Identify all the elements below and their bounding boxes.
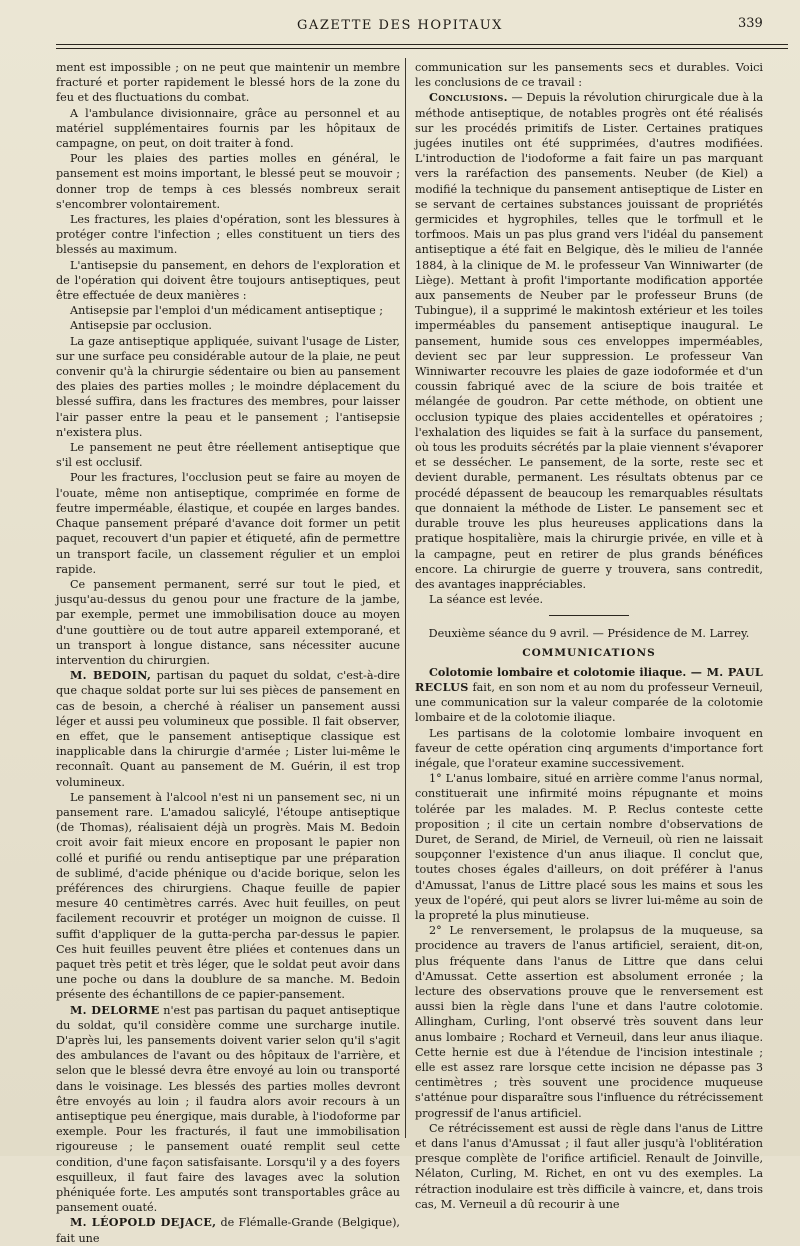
paragraph: Pour les fractures, l'occlusion peut se faire au moyen de l'ouate, même non antiseptique, comprimée en forme de feutre imperméable, élastique, et coupée en larges bandes. Chaque pansement préparé d'avance doit former un petit paquet, recouvert d'un papier et étiqueté, afin de permettre un transport facile, un classement régulier et un emploi rapide. bbox=[56, 471, 400, 576]
paragraph-colotomie: Colotomie lombaire et colotomie iliaque. — M. PAUL RECLUS fait, en son nom et au nom du professeur Verneuil, une communication sur la valeur comparée de la colotomie lombaire et de la colotomie iliaque. bbox=[415, 664, 763, 725]
paragraph: Le pansement ne peut être réellement antiseptique que s'il est occlusif. bbox=[56, 441, 400, 470]
header-rule-double bbox=[56, 48, 788, 49]
paragraph: Pour les plaies des parties molles en général, le pansement est moins important, le blessé peut se mouvoir ; donner trop de temps à ces blessés nombreux serait s'encombrer volontairement. bbox=[56, 152, 400, 211]
article-title: Colotomie lombaire et colotomie iliaque. bbox=[429, 664, 687, 679]
header-rule bbox=[56, 44, 788, 45]
paragraph-dejace: M. LÉOPOLD DEJACE, de Flémalle-Grande (Belgique), fait une bbox=[56, 1215, 400, 1245]
paragraph: A l'ambulance divisionnaire, grâce au personnel et au matériel supplémentaires fournis par les hôpitaux de campagne, on peut, on doit traiter à fond. bbox=[56, 106, 400, 151]
paragraph: Ce pansement permanent, serré sur tout le pied, et jusqu'au-dessus du genou pour une fracture de la jambe, par exemple, permet une immobilisation douce au moyen d'une gouttière ou de tout autre appareil extemporané, et un transport à longue distance, sans nécessiter aucune intervention du chirurgien. bbox=[56, 577, 400, 667]
column-divider bbox=[405, 58, 406, 1138]
paragraph: Antisepsie par occlusion. bbox=[70, 319, 212, 333]
seance-levee: La séance est levée. bbox=[429, 593, 544, 607]
paragraph: Le pansement à l'alcool n'est ni un pansement sec, ni un pansement rare. L'amadou salicylé, l'étoupe antiseptique (de Thomas), réalisaient déjà un progrès. Mais M. Bedoin croit avoir fait mieux encore en proposant le papier non collé et purifié ou rendu antiseptique par une préparation de sublimé, d'acide phénique ou d'acide borique, selon les préférences des chirurgiens. Chaque feuille de papier mesure 40 centimètres carrés. Avec huit feuilles, on peut facilement recouvrir et protéger un moignon de cuisse. Il suffit d'appliquer de la gutta-percha par-dessus le papier. Ces huit feuilles peuvent être pliées et contenues dans un paquet très petit et très léger, que le soldat peut avoir dans une poche ou dans la doublure de sa manche. M. Bedoin présente des échantillons de ce papier-pansement. bbox=[56, 790, 400, 1002]
paragraph-delorme: M. DELORME n'est pas partisan du paquet antiseptique du soldat, qu'il considère comme une surcharge inutile. D'après lui, les pansements doivent varier selon qu'il s'agit des ambulances de l'avant ou des hôpitaux de l'arrière, et selon que le blessé devra être envoyé au loin ou transporté dans le voisinage. Les blessés des parties molles devront être envoyés au loin ; il faudra alors avoir recours à un antiseptique peu énergique, mais durable, à l'iodoforme par exemple. Pour les fracturés, il faut une immobilisation rigoureuse ; le pansement ouaté remplit seul cette condition, d'une façon satisfaisante. Lorsqu'il y a des foyers esquilleux, il faut faire des lavages avec la solution phéniquée forte. Les amputés sont transportables grâce au pansement ouaté. bbox=[56, 1002, 400, 1215]
conclusions-label: Conclusions. bbox=[429, 90, 508, 105]
paragraph: 2° Le renversement, le prolapsus de la muqueuse, sa procidence au travers de l'anus artificiel, seraient, dit-on, plus fréquente dans l'anus de Littre que dans celui d'Amussat. Cette assertion est absolument erronée ; la lecture des observations prouve que le renversement est aussi bien la règle dans l'une et dans l'autre colotomie. Allingham, Curling, l'ont observé très souvent dans leur anus lombaire ; Rochard et Verneuil, dans leur anus iliaque. Cette hernie est due à l'étendue de l'incision intestinale ; elle est assez rare lorsque cette incision ne dépasse pas 3 centimètres ; très souvent une procidence muqueuse s'atténue pour disparaître sous l'influence du rétrécissement progressif de l'anus artificiel. bbox=[415, 924, 763, 1120]
paragraph: Ce rétrécissement est aussi de règle dans l'anus de Littre et dans l'anus d'Amussat ; il faut aller jusqu'à l'oblitération presque complète de l'orifice artificiel. Renault de Joinville, Nélaton, Curling, M. Richet, en ont vu des exemples. La rétraction inodulaire est très difficile à vaincre, et, dans trois cas, M. Verneuil a dû recourir à une bbox=[415, 1121, 763, 1211]
paragraph: Les partisans de la colotomie lombaire invoquent en faveur de cette opération cinq arguments d'importance fort inégale, que l'orateur examine successivement. bbox=[415, 726, 763, 770]
communications-heading: COMMUNICATIONS bbox=[522, 646, 656, 659]
section-divider bbox=[549, 615, 629, 616]
paragraph: ment est impossible ; on ne peut que maintenir un membre fracturé et porter rapidement le blessé hors de la zone du feu et des fluctuations du combat. bbox=[56, 61, 400, 105]
paragraph: La gaze antiseptique appliquée, suivant l'usage de Lister, sur une surface peu considérable autour de la plaie, ne peut convenir qu'à la chirurgie sédentaire ou bien au pansement des plaies des parties molles ; le moindre déplacement du blessé suffira, dans les fractures des membres, pour laisser l'air passer entre la peau et le pansement ; l'antisepsie n'existera plus. bbox=[56, 334, 400, 439]
page-number: 339 bbox=[738, 16, 763, 31]
speaker-name: — M. PAUL RECLUS bbox=[415, 664, 763, 694]
speaker-name: M. DELORME bbox=[70, 1002, 160, 1017]
speaker-name: M. LÉOPOLD DEJACE, bbox=[70, 1215, 217, 1230]
page-header-title: GAZETTE DES HOPITAUX bbox=[297, 18, 503, 33]
right-column bbox=[415, 60, 763, 1212]
paragraph: communication sur les pansements secs et durables. Voici les conclusions de ce travail : bbox=[415, 61, 763, 90]
paragraph-bedoin: M. BEDOIN, partisan du paquet du soldat, c'est-à-dire que chaque soldat porte sur lui ses pièces de pansement en cas de besoin, a cherché à réaliser un pansement aussi léger et aussi peu volumineux que possible. Il fait observer, en effet, que le pansement antiseptique classique est inapplicable dans la chirurgie d'armée ; Lister lui-même le reconnaît. Quant au pansement de M. Guérin, il est trop volumineux. bbox=[56, 668, 400, 789]
left-column bbox=[56, 60, 400, 1246]
second-session-heading: Deuxième séance du 9 avril. — Présidence de M. Larrey. bbox=[428, 627, 750, 641]
paragraph: L'antisepsie du pansement, en dehors de l'exploration et de l'opération qui doivent être toujours antiseptiques, peut être effectuée de deux manières : bbox=[56, 258, 400, 303]
paragraph: 1° L'anus lombaire, situé en arrière comme l'anus normal, constituerait une infirmité moins répugnante et moins tolérée par les malades. M. P. Reclus conteste cette proposition ; il cite un certain nombre d'observations de Duret, de Serand, de Miriel, de Verneuil, où rien ne laissait soupçonner l'existence d'un anus iliaque. Il conclut que, toutes choses égales d'ailleurs, on doit préférer à l'anus d'Amussat, l'anus de Littre placé sous les mains et sous les yeux de l'opéré, qui peut alors se livrer lui-même au soin de la propreté la plus minutieuse. bbox=[415, 772, 763, 922]
paragraph: Les fractures, les plaies d'opération, sont les blessures à protéger contre l'infection ; elles constituent un tiers des blessés au maximum. bbox=[56, 213, 400, 257]
paragraph: Antisepsie par l'emploi d'un médicament antiseptique ; bbox=[70, 304, 384, 318]
paragraph-conclusions: Conclusions. — Depuis la révolution chirurgicale due à la méthode antiseptique, de notables progrès ont été réalisés sur les procédés primitifs de Lister. Certaines pratiques jugées inutiles ont été supprimées, d'autres modifiées. L'introduction de l'iodoforme a fait faire un pas marquant vers la raréfaction des pansements. Neuber (de Kiel) a modifié la technique du pansement antiseptique de Lister en se servant de certaines substances jouissant de propriétés germicides et hygrophiles, telles que le torfmull et le torfmoos. Mais un pas plus grand vers l'idéal du pansement antiseptique a été fait en Belgique, dès le milieu de l'année 1884, à la clinique de M. le professeur Van Winniwarter (de Liège). Mettant à profit l'importante modification apportée aux pansements de Neuber par le professeur Bruns (de Tubingue), il a supprimé le makintosh extérieur et les toiles imperméables du pansement antiseptique inaugural. Le pansement, humide sous ces enveloppes imperméables, devient sec par leur suppression. Le professeur Van Winniwarter recouvre les plaies de gaze iodoformée et d'un coussin fabriqué avec de la sciure de bois traitée et mélangée de goudron. Par cette méthode, on obtient une occlusion typique des plaies accidentelles et opératoires ; l'exhalation des liquides se fait à la surface du pansement, où tous les produits sécrétés par la plaie viennent s'évaporer et se dessécher. Le pansement, de la sorte, reste sec et devient durable, permanent. Les résultats obtenus par ce procédé dépassent de beaucoup les remarquables résultats que donnaient la méthode de Lister. Le pansement sec et durable trouve les plus heureuses applications dans la pratique hospitalière, mais la chirurgie privée, en ville et à la campagne, peut en retirer de plus grands bénéfices encore. La chirurgie de guerre y trouvera, sans contredit, des avantages inappréciables. bbox=[415, 90, 763, 591]
speaker-name: M. BEDOIN, bbox=[70, 668, 152, 683]
